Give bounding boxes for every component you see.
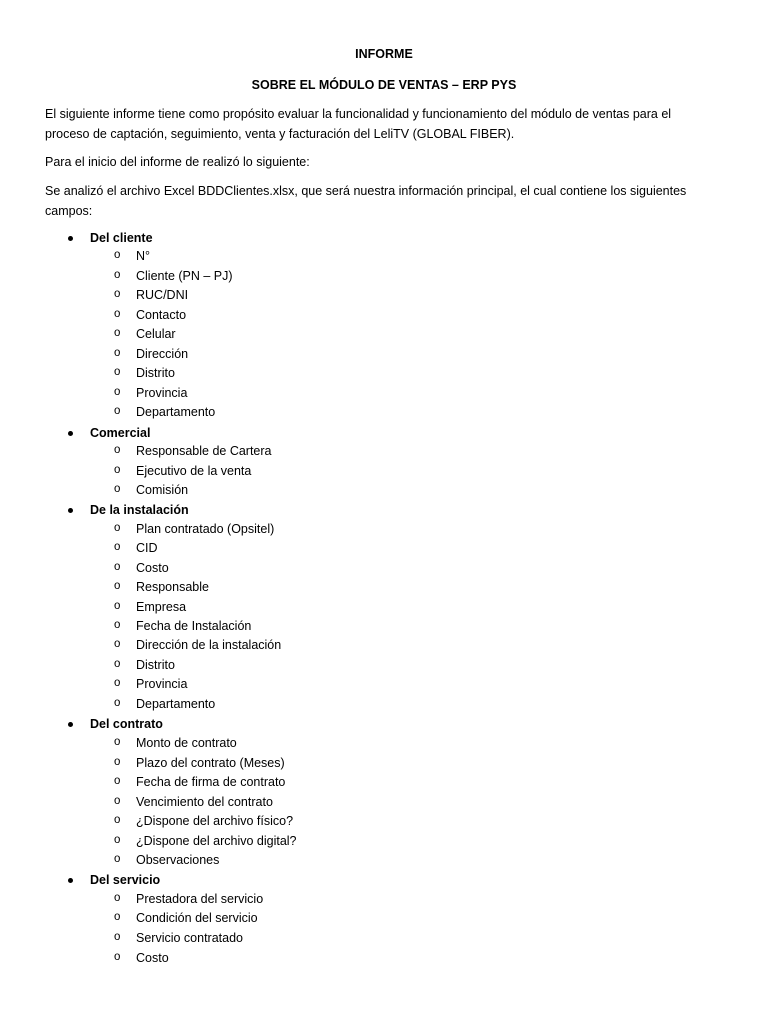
- list-item: o Provincia: [136, 675, 187, 695]
- list-item: o Plan contratado (Opsitel): [136, 520, 274, 540]
- section-comercial: Comercial: [90, 424, 150, 443]
- document-title: INFORME: [355, 47, 413, 61]
- section-del-servicio: Del servicio: [90, 871, 160, 890]
- list-item: o Observaciones: [136, 851, 219, 871]
- list-item: o Costo: [136, 949, 169, 969]
- list-item: o Distrito: [136, 364, 175, 384]
- list-item: o Distrito: [136, 656, 175, 676]
- list-item: o ¿Dispone del archivo digital?: [136, 832, 297, 852]
- document-subtitle: SOBRE EL MÓDULO DE VENTAS – ERP PYS: [251, 78, 517, 92]
- list-item: o Departamento: [136, 403, 215, 423]
- list-item: o Fecha de Instalación: [136, 617, 251, 637]
- start-paragraph: Para el inicio del informe de realizó lo siguiente:: [45, 155, 310, 169]
- list-item: o Ejecutivo de la venta: [136, 462, 251, 482]
- list-item: o Cliente (PN – PJ): [136, 267, 233, 287]
- list-item: o Fecha de firma de contrato: [136, 773, 285, 793]
- list-item: o Contacto: [136, 306, 186, 326]
- list-item: o Monto de contrato: [136, 734, 237, 754]
- list-item: o Celular: [136, 325, 176, 345]
- list-item: o Departamento: [136, 695, 215, 715]
- list-item: o Responsable de Cartera: [136, 442, 272, 462]
- intro-paragraph: El siguiente informe tiene como propósito evaluar la funcionalidad y funcionamiento del módulo de ventas para el proceso de captación, seguimiento, venta y facturación del LeliTV (GLOBAL FIBER).: [45, 107, 672, 141]
- list-item: o Condición del servicio: [136, 909, 258, 929]
- section-de-la-instalacion: De la instalación: [90, 501, 189, 520]
- list-item: o Prestadora del servicio: [136, 890, 263, 910]
- list-item: o Provincia: [136, 384, 187, 404]
- list-item: o RUC/DNI: [136, 286, 188, 306]
- list-item: o Dirección: [136, 345, 188, 365]
- list-item: o CID: [136, 539, 158, 559]
- list-item: o Dirección de la instalación: [136, 636, 281, 656]
- list-item: o N°: [136, 247, 150, 267]
- list-item: o Plazo del contrato (Meses): [136, 754, 285, 774]
- list-item: o Comisión: [136, 481, 188, 501]
- section-del-cliente: Del cliente: [90, 229, 153, 248]
- list-item: o Servicio contratado: [136, 929, 243, 949]
- list-item: o Costo: [136, 559, 169, 579]
- list-item: o Empresa: [136, 598, 186, 618]
- list-item: o Responsable: [136, 578, 209, 598]
- analysis-paragraph: Se analizó el archivo Excel BDDClientes.xlsx, que será nuestra información principal, el cual contiene los siguientes campos:: [45, 184, 687, 218]
- section-del-contrato: Del contrato: [90, 715, 163, 734]
- list-item: o Vencimiento del contrato: [136, 793, 273, 813]
- list-item: o ¿Dispone del archivo físico?: [136, 812, 293, 832]
